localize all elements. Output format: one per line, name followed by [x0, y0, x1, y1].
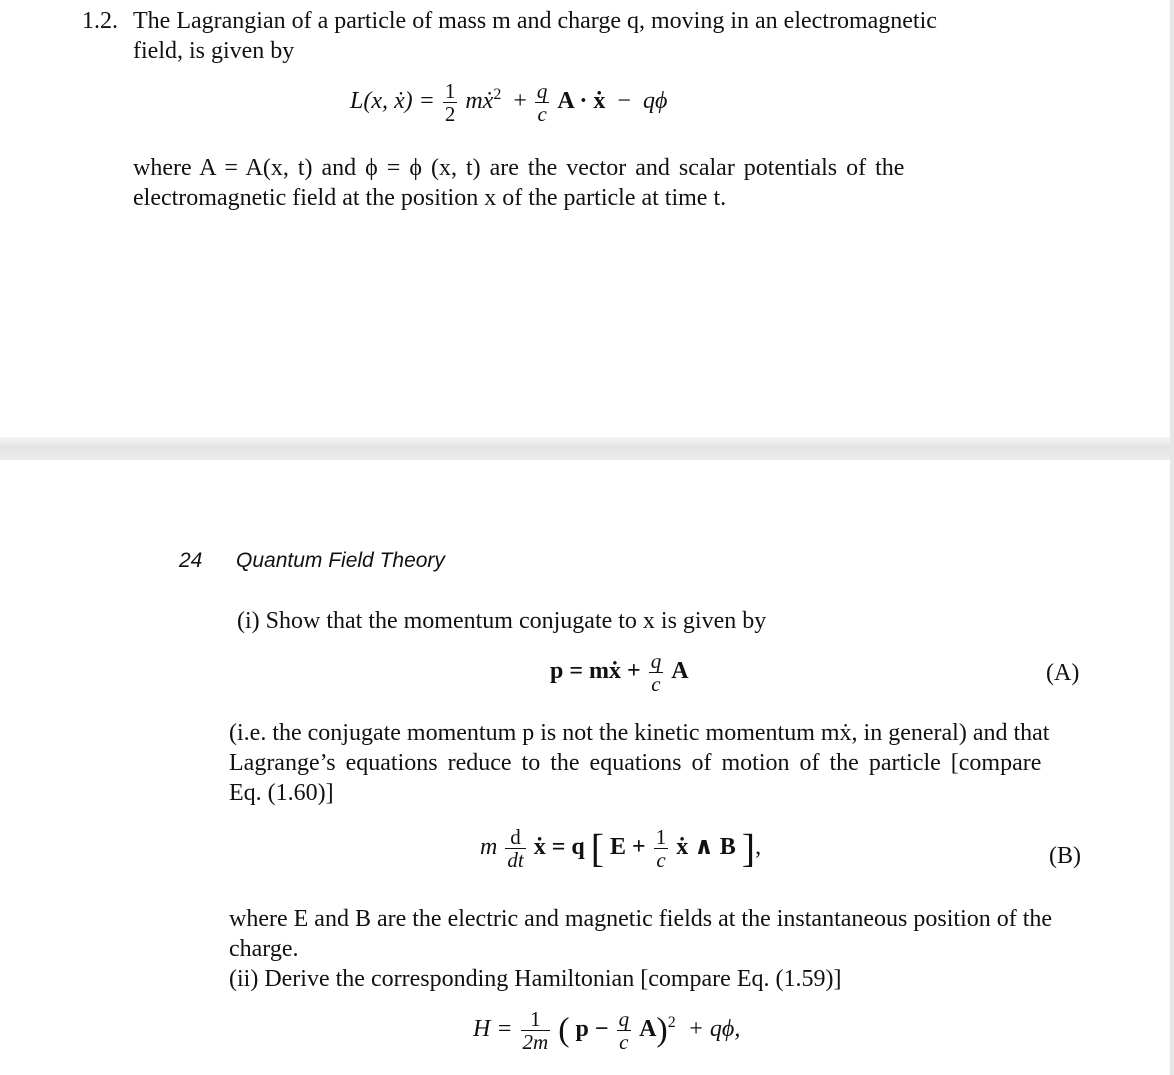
exponent: 2 — [667, 1014, 676, 1032]
problem-number: 1.2. — [82, 8, 118, 34]
hamiltonian-equation — [473, 1008, 740, 1053]
fraction-q-over-c — [617, 1008, 632, 1053]
frac-den: c — [617, 1030, 632, 1053]
hamiltonian-inner: p − — [575, 1016, 609, 1043]
frac-num: 1 — [444, 79, 456, 103]
plus-sign: + — [513, 88, 527, 115]
equation-B — [480, 826, 761, 871]
fraction-1-over-2m — [521, 1008, 551, 1053]
left-paren: ( — [558, 1011, 570, 1049]
right-paren: ) — [656, 1011, 668, 1049]
fraction-one-half — [443, 80, 458, 125]
frac-num: q — [536, 79, 548, 103]
fraction-d-dt — [505, 826, 525, 871]
ie-line-2: Lagrange’s equations reduce to the equations of motion of the particle [compare — [229, 750, 1042, 776]
where-line-2: electromagnetic field at the position x of the particle at time t. — [133, 185, 727, 211]
exponent: 2 — [493, 86, 502, 104]
equation-A — [550, 650, 689, 695]
eqA-rhs: A — [671, 658, 689, 685]
where-line-1: where A = A(x, t) and ϕ = ϕ (x, t) are the vector and scalar potentials of the — [133, 155, 905, 181]
interaction-term: A · ẋ — [557, 88, 606, 115]
eqB-comma: , — [755, 834, 762, 861]
frac-den: c — [649, 672, 664, 695]
where-eb-line-1: where E and B are the electric and magnetic fields at the instantaneous position of the — [229, 906, 1053, 932]
equation-tag-B: (B) — [1049, 843, 1081, 869]
page-number: 24 — [179, 549, 203, 572]
potential-term: qϕ — [642, 88, 668, 115]
frac-num: d — [510, 825, 521, 849]
lagrangian-equation — [350, 80, 667, 125]
lagrangian-lhs: L(x, ẋ) = — [350, 88, 435, 115]
viewer-edge — [1170, 0, 1174, 1075]
frac-den: c — [535, 102, 550, 125]
fraction-q-over-c — [535, 80, 550, 125]
frac-num: 1 — [530, 1007, 541, 1031]
page-bottom — [0, 460, 1170, 1075]
hamiltonian-A: A — [639, 1016, 657, 1043]
ie-line-3: Eq. (1.60)] — [229, 780, 334, 806]
eqB-mass: m — [480, 834, 498, 861]
hamiltonian-tail: + qϕ, — [687, 1016, 741, 1043]
eqB-cross: ẋ ∧ B — [676, 834, 736, 861]
minus-sign: − — [617, 88, 631, 115]
running-title: Quantum Field Theory — [236, 549, 445, 572]
fraction-q-over-c — [649, 650, 664, 695]
frac-num: q — [618, 1007, 630, 1031]
part-i-text: (i) Show that the momentum conjugate to x is given by — [237, 608, 767, 634]
frac-den: dt — [507, 848, 524, 872]
frac-num: q — [650, 649, 662, 673]
frac-den: 2m — [522, 1030, 549, 1054]
intro-line-1: The Lagrangian of a particle of mass m and charge q, moving in an electromagnetic — [133, 8, 937, 34]
fraction-1-over-c — [654, 826, 669, 871]
frac-den: c — [654, 848, 669, 871]
where-eb-line-2: charge. — [229, 936, 299, 962]
hamiltonian-lhs: H = — [473, 1016, 513, 1043]
equation-tag-A: (A) — [1046, 660, 1080, 686]
ie-line-1: (i.e. the conjugate momentum p is not the kinetic momentum mẋ, in general) and that — [229, 720, 1050, 746]
eqA-lhs: p = mẋ + — [550, 658, 641, 685]
eqB-E: E + — [610, 834, 646, 861]
frac-num: 1 — [655, 825, 667, 849]
page-separator — [0, 437, 1174, 460]
frac-den: 2 — [444, 102, 456, 126]
right-bracket: ] — [741, 825, 756, 871]
part-ii-text: (ii) Derive the corresponding Hamiltonian [compare Eq. (1.59)] — [229, 966, 842, 992]
intro-line-2: field, is given by — [133, 38, 295, 64]
eqB-mid: ẋ = q — [533, 834, 585, 861]
page-top — [0, 0, 1170, 437]
left-bracket: [ — [590, 825, 605, 871]
kinetic-term: mẋ — [465, 88, 494, 115]
